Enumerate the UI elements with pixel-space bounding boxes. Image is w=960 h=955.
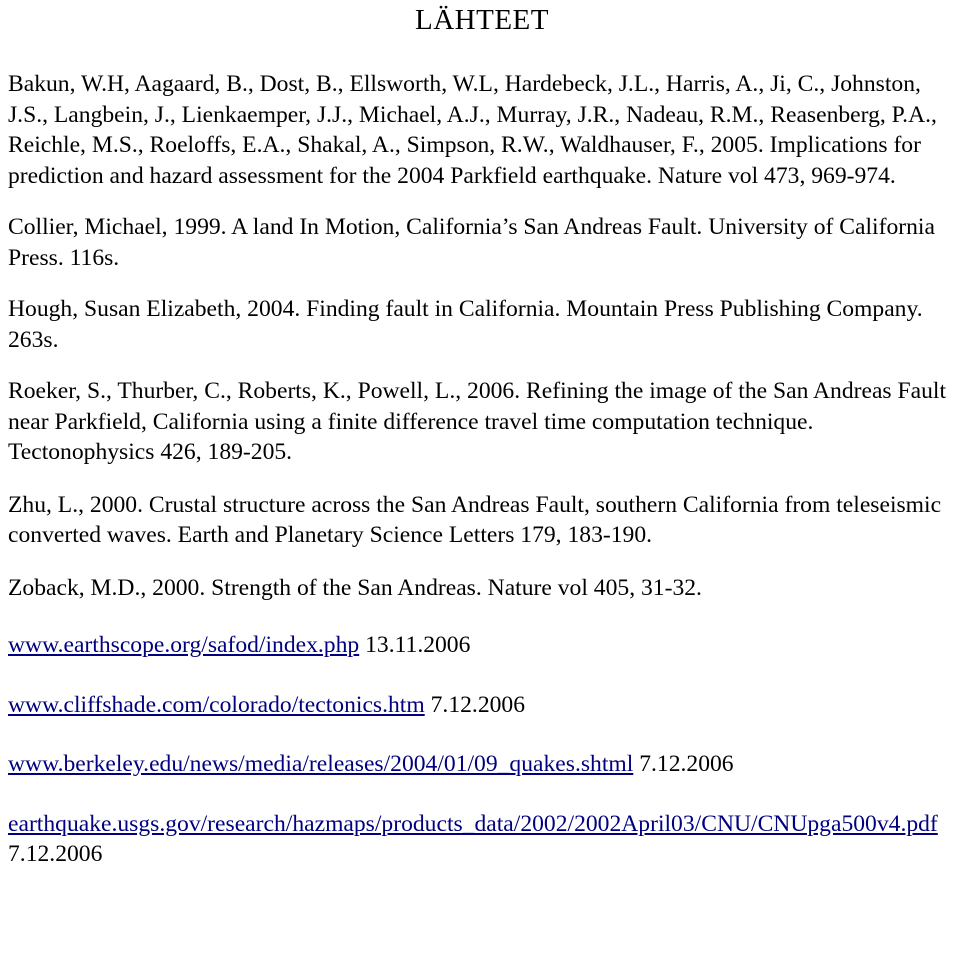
earthscope-link[interactable]: www.earthscope.org/safod/index.php <box>8 632 360 658</box>
web-source-date: 7.12.2006 <box>8 841 103 867</box>
cliffshade-link[interactable]: www.cliffshade.com/colorado/tectonics.htm <box>8 691 425 718</box>
web-source-date: 7.12.2006 <box>639 751 734 777</box>
web-source-usgs <box>8 809 956 870</box>
web-source-date: 13.11.2006 <box>365 632 471 658</box>
reference-zhu-2000: Zhu, L., 2000. Crustal structure across the San Andreas Fault, southern California from teleseismic converted waves. Earth and Planetary Science Letters 179, 183-190. <box>8 491 942 548</box>
reference-bakun-2005: Bakun, W.H, Aagaard, B., Dost, B., Ellsworth, W.L, Hardebeck, J.L., Harris, A., Ji, C., Johnston, J.S., Langbein, J., Lienkaemper, J.J., Michael, A.J., Murray, J.R., Nadeau, R.M., Reasenberg, P.A., Reichle, M.S., Roeloffs, E.A., Shakal, A., Simpson, R.W., Waldhauser, F., 2005. Implications for prediction and hazard assessment for the 2004 Parkfield earthquake. Nature vol 473, 969-974. <box>8 71 937 189</box>
reference-zoback-2000: Zoback, M.D., 2000. Strength of the San Andreas. Nature vol 405, 31-32. <box>8 574 702 601</box>
reference-hough-2004: Hough, Susan Elizabeth, 2004. Finding fault in California. Mountain Press Publishing Company. 263s. <box>8 296 923 353</box>
reference-collier-1999: Collier, Michael, 1999. A land In Motion, California’s San Andreas Fault. University of California Press. 116s. <box>8 214 935 271</box>
web-source-earthscope <box>8 630 956 661</box>
reference-roeker-2006: Roeker, S., Thurber, C., Roberts, K., Powell, L., 2006. Refining the image of the San Andreas Fault near Parkfield, California using a finite difference travel time computation technique. Tectonophysics 426, 189-205. <box>8 378 947 465</box>
usgs-link[interactable]: earthquake.usgs.gov/research/hazmaps/products_data/2002/2002April03/CNU/CNUpga500v4.pdf <box>8 810 938 837</box>
berkeley-link[interactable]: www.berkeley.edu/news/media/releases/2004/01/09_quakes.shtml <box>8 751 634 777</box>
web-source-cliffshade <box>8 690 956 721</box>
page-title: LÄHTEET <box>415 4 549 36</box>
document-page <box>8 0 956 870</box>
web-source-date: 7.12.2006 <box>430 691 525 718</box>
web-source-berkeley <box>8 749 956 780</box>
